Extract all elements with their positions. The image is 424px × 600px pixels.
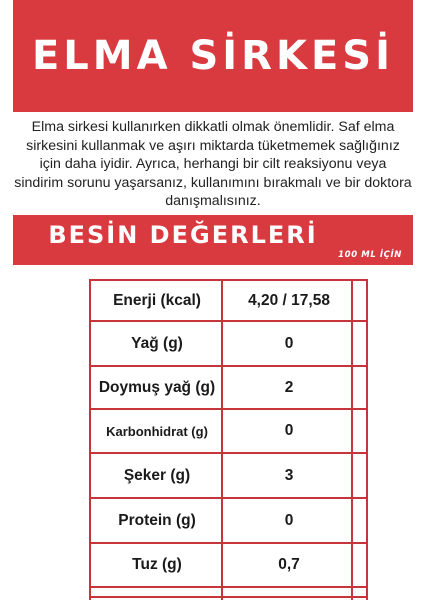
- row-value: 4,20 / 17,58: [248, 291, 330, 309]
- nutrition-table: [89, 279, 368, 600]
- row-value: 3: [284, 466, 294, 484]
- row-label: Doymuş yağ (g): [98, 378, 216, 396]
- product-title: ELMA SİRKESİ: [31, 33, 394, 79]
- row-value: 0: [284, 511, 294, 529]
- table-row-energy: [91, 281, 366, 322]
- table-row-empty: [91, 588, 366, 598]
- table-row-carbohydrate: [91, 410, 366, 454]
- row-label: Enerji (kcal): [113, 291, 201, 309]
- nutrition-section-banner: [13, 215, 413, 265]
- title-banner: [13, 0, 413, 112]
- row-label: Protein (g): [118, 511, 196, 529]
- row-label: Karbonhidrat (g): [106, 423, 208, 439]
- table-row-protein: [91, 499, 366, 544]
- row-value: 0,7: [278, 556, 300, 573]
- row-value: 0: [284, 334, 294, 352]
- row-label: Tuz (g): [132, 556, 182, 573]
- row-value: 2: [284, 378, 294, 396]
- usage-warning-text: Elma sirkesi kullanırken dikkatli olmak önemlidir. Saf elma sirkesini kullanmak ve aşırı miktarda tüketmemek sağlığınız için daha iyidir. Ayrıca, herhangi bir cilt reaksiyonu veya sindirim sorunu yaşarsanız, kullanımını bırakmalı ve bir doktora danışmalısınız.: [14, 119, 412, 209]
- row-label: Şeker (g): [123, 466, 191, 484]
- row-value: 0: [284, 422, 294, 439]
- table-row-saturated-fat: [91, 367, 366, 410]
- nutrition-section-title: BESİN DEĞERLERİ: [48, 221, 318, 249]
- serving-size-note: 100 ML İÇİN: [338, 250, 402, 260]
- table-row-sugar: [91, 454, 366, 499]
- table-row-salt: [91, 544, 366, 588]
- table-row-fat: [91, 322, 366, 367]
- row-label: Yağ (g): [131, 334, 183, 352]
